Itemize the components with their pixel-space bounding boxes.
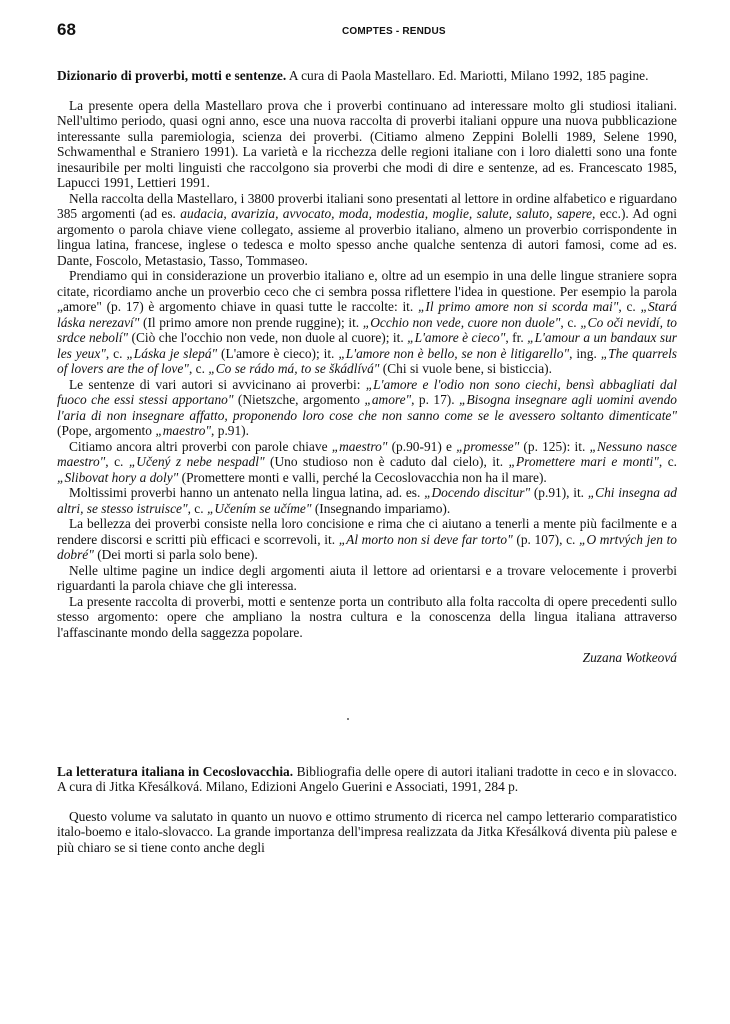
paragraph: Citiamo ancora altri proverbi con parole chiave „maestro" (p.90-91) e „promesse" (p. 125): it. „Nessuno nasce maestro", c. „Učený z nebe nespadl" (Uno studioso non è caduto dal cielo), it. „Promettere mari e monti", c. „Slibovat hory a doly" (Promettere monti e valli, perché la Cecoslovacchia non ha il mare). bbox=[57, 438, 677, 485]
bibliographic-entry bbox=[57, 764, 677, 795]
paragraph: Nella raccolta della Mastellaro, i 3800 proverbi italiani sono presentati al lettore in ordine alfabetico e riguardano 385 argomenti (ad es. audacia, avarizia, avvocato, moda, modestia, moglie, salute, saluto, sapere, ecc.). Ad ogni argomento o parola chiave viene collegato, assieme al proverbio italiano, almeno un proverbio corrispondente in lingua latina, francese, inglese o tedesca e molto spesso anche qualche sentenza di autori famosi, come ad es. Dante, Foscolo, Metastasio, Tasso, Tommaseo. bbox=[57, 190, 677, 268]
review-letteratura bbox=[57, 764, 677, 856]
paragraph: Moltissimi proverbi hanno un antenato nella lingua latina, ad. es. „Docendo discitur" (p.91), it. „Chi insegna ad altri, se stesso istruisce", c. „Učením se učíme" (Insegnando impariamo). bbox=[57, 485, 677, 516]
paragraph: La presente opera della Mastellaro prova che i proverbi continuano ad interessare molto gli studiosi italiani. Nell'ultimo periodo, quasi ogni anno, esce una nuova raccolta di proverbi italiani oppure una nuova pubblicazione interessante sulla paremiologia, scienza dei proverbi. (Citiamo almeno Zeppini Bolelli 1989, Selene 1990, Schwamenthal e Straniero 1991). La varietà e la ricchezza delle regioni italiane con i loro dialetti sono una fonte inesauribile per molti linguisti che raccolgono sia proverbi che modi di dire e sentenze, ad es. Francescato 1985, Lapucci 1991, Lettieri 1991. bbox=[57, 97, 677, 190]
page-number: 68 bbox=[57, 20, 76, 39]
review-body bbox=[57, 809, 677, 856]
reviewer-signature: Zuzana Wotkeová bbox=[582, 650, 677, 665]
review-body bbox=[57, 98, 677, 641]
book-details: Bibliografia delle opere di autori italiani tradotte in ceco e in slovacco. A cura di Jitka Křesálková. Milano, Edizioni Angelo Guerini e Associati, 1991, 284 p. bbox=[57, 763, 677, 794]
book-title: La letteratura italiana in Cecoslovacchia. bbox=[57, 763, 294, 779]
running-head: COMPTES - RENDUS bbox=[342, 26, 446, 37]
book-details: A cura di Paola Mastellaro. Ed. Mariotti, Milano 1992, 185 pagine. bbox=[286, 68, 649, 83]
divider-dot bbox=[347, 718, 349, 720]
paragraph: La presente raccolta di proverbi, motti e sentenze porta un contributo alla folta raccolta di opere precedenti sullo stesso argomento: opere che ampliano la nostra cultura e la conoscenza della lingua italiana attraverso l'affascinante mondo della saggezza popolare. bbox=[57, 593, 677, 640]
paragraph: La bellezza dei proverbi consiste nella loro concisione e rima che ci aiutano a tenerli a mente più facilmente e a rendere discorsi e scritti più efficaci e scorrevoli, it. „Al morto non si deve far torto" (p. 107), c. „O mrtvých jen to dobré" (Dei morti si parla solo bene). bbox=[57, 516, 677, 562]
section-divider bbox=[57, 666, 677, 764]
paragraph: Le sentenze di vari autori si avvicinano ai proverbi: „L'amore e l'odio non sono ciechi, bensì abbagliati dal fuoco che essi stessi apportano" (Nietszche, argomento „amore", p. 17). „Bisogna insegnare agli uomini avendo l'aria di non insegnare affatto, proponendo loro cose che non sanno come se le avessero soltanto dimenticate" (Pope, argomento „maestro", p.91). bbox=[57, 376, 677, 438]
page-body bbox=[57, 68, 677, 855]
bibliographic-entry bbox=[57, 68, 677, 84]
review-dizionario bbox=[57, 68, 677, 666]
book-title: Dizionario di proverbi, motti e sentenze. bbox=[57, 68, 287, 83]
paragraph: Prendiamo qui in considerazione un proverbio italiano e, oltre ad un esempio in una delle lingue straniere sopra citate, ricordiamo anche un proverbio ceco che ci sembra possa riflettere l'idea in questione. Per esempio la parola „amore" (p. 17) è argomento chiave in quasi tutte le raccolte: it. „Il primo amore non si scorda mai", c. „Stará láska nerezaví" (Il primo amore non prende ruggine); it. „Occhio non vede, cuore non duole", c. „Co oči nevidí, to srdce nebolí" (Ciò che l'occhio non vede, non duole al cuore); it. „L'amore è cieco", fr. „L'amour a un bandaux sur les yeux", c. „Láska je slepá" (L'amore è cieco); it. „L'amore non è bello, se non è litigarello", ing. „The quarrels of lovers are the of love", c. „Co se rádo má, to se škádlívá" (Chi si vuole bene, si bisticcia). bbox=[57, 268, 678, 376]
paragraph: Questo volume va salutato in quanto un nuovo e ottimo strumento di ricerca nel campo letterario comparatistico italo-boemo e italo-slovacco. La grande importanza dell'impresa realizzata da Jitka Křesálková diventa più palese e più chiaro se si tiene conto anche degli bbox=[57, 808, 677, 855]
paragraph: Nelle ultime pagine un indice degli argomenti aiuta il lettore ad orientarsi e a trovare velocemente i proverbi riguardanti la parola chiave che gli interessa. bbox=[57, 562, 677, 593]
